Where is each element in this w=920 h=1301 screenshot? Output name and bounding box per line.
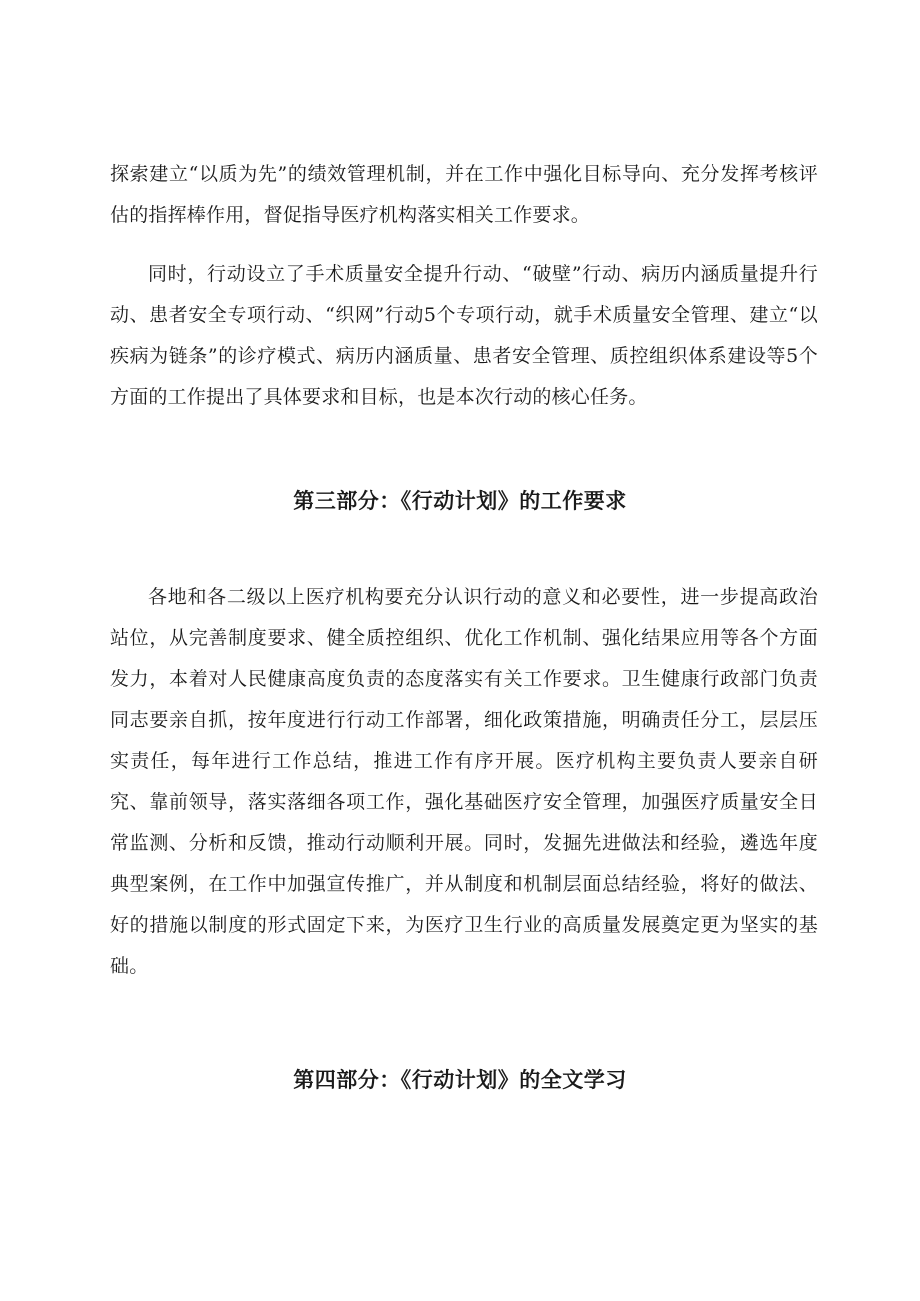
paragraph-work-requirements: 各地和各二级以上医疗机构要充分认识行动的意义和必要性，进一步提高政治站位，从完善制度要求、健全质控组织、优化工作机制、强化结果应用等各个方面发力，本着对人民健康高度负责的态度落实有关工作要求。卫生健康行政部门负责同志要亲自抓，按年度进行行动工作部署，细化政策措施，明确责任分工，层层压实责任，每年进行工作总结，推进工作有序开展。医疗机构主要负责人要亲自研究、靠前领导，落实落细各项工作，强化基础医疗安全管理，加强医疗质量安全日常监测、分析和反馈，推动行动顺利开展。同时，发掘先进做法和经验，遴选年度典型案例，在工作中加强宣传推广，并从制度和机制层面总结经验，将好的做法、好的措施以制度的形式固定下来，为医疗卫生行业的高质量发展奠定更为坚实的基础。 <box>110 586 818 977</box>
paragraph-special-actions: 同时，行动设立了手术质量安全提升行动、“破壁”行动、病历内涵质量提升行动、患者安全专项行动、“织网”行动5个专项行动，就手术质量安全管理、建立“以疾病为链条”的诊疗模式、病历内涵质量、患者安全管理、质控组织体系建设等5个方面的工作提出了具体要求和目标，也是本次行动的核心任务。 <box>110 263 818 408</box>
section-heading-part-four: 第四部分：《行动计划》的全文学习 <box>293 1068 627 1092</box>
paragraph-performance-mechanism: 探索建立“以质为先”的绩效管理机制，并在工作中强化目标导向、充分发挥考核评估的指挥棒作用，督促指导医疗机构落实相关工作要求。 <box>110 163 818 226</box>
section-heading-part-three: 第三部分：《行动计划》的工作要求 <box>293 489 627 513</box>
